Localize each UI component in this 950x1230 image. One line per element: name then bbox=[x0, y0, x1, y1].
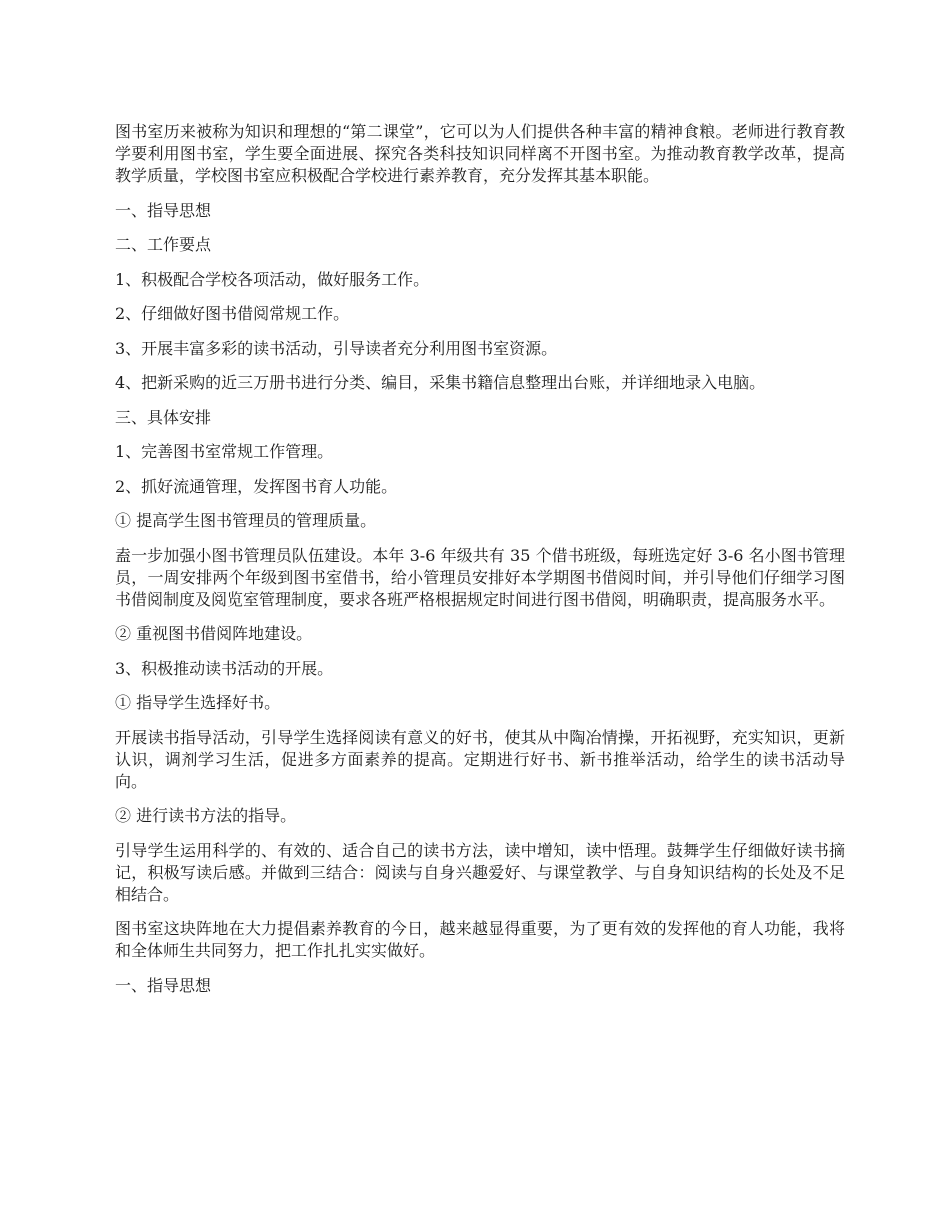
list-item: 3、积极推动读书活动的开展。 bbox=[115, 658, 334, 678]
document-body bbox=[115, 121, 845, 1009]
list-item: 1、积极配合学校各项活动，做好服务工作。 bbox=[115, 269, 430, 289]
list-item: 4、把新采购的近三万册书进行分类、编目，采集书籍信息整理出台账，并详细地录入电脑。 bbox=[115, 373, 766, 392]
list-item: 1、完善图书室常规工作管理。 bbox=[115, 442, 334, 461]
heading-work-points: 二、工作要点 bbox=[115, 235, 212, 254]
heading-guiding-thought: 一、指导思想 bbox=[115, 200, 212, 220]
closing-paragraph: 图书室这块阵地在大力提倡素养教育的今日，越来越显得重要，为了更有效的发挥他的育人功能，我将和全体师生共同努力，把工作扎扎实实做好。 bbox=[115, 919, 845, 960]
list-item: 2、仔细做好图书借阅常规工作。 bbox=[115, 304, 350, 323]
body-paragraph: 盍一步加强小图书管理员队伍建设。本年 3-6 年级共有 35 个借书班级，每班选定好 3-6 名小图书管理员，一周安排两个年级到图书室借书，给小管理员安排好本学期图书借阅时间，并引导他们仔细学习图书借阅制度及阅览室管理制度，要求各班严格根据规定时间进行图书借阅，明确职责，提高服务水平。 bbox=[115, 545, 845, 609]
list-item: 3、开展丰富多彩的读书活动，引导读者充分利用图书室资源。 bbox=[115, 338, 558, 358]
heading-guiding-thought: 一、指导思想 bbox=[115, 975, 212, 995]
body-paragraph: 引导学生运用科学的、有效的、适合自己的读书方法，读中增知，读中悟理。鼓舞学生仔细做好读书摘记，积极写读后感。并做到三结合：阅读与自身兴趣爱好、与课堂教学、与自身知识结构的长处及不足相结合。 bbox=[115, 840, 845, 904]
intro-paragraph: 图书室历来被称为知识和理想的“第二课堂”，它可以为人们提供各种丰富的精神食粮。老师进行教育教学要利用图书室，学生要全面进展、探究各类科技知识同样离不开图书室。为推动教育教学改革，提高教学质量，学校图书室应积极配合学校进行素养教育，充分发挥其基本职能。 bbox=[115, 122, 845, 185]
sub-item: ① 提高学生图书管理员的管理质量。 bbox=[115, 511, 377, 530]
sub-item: ② 进行读书方法的指导。 bbox=[115, 806, 297, 825]
sub-item: ① 指导学生选择好书。 bbox=[115, 693, 281, 712]
heading-specific-arrangements: 三、具体安排 bbox=[115, 407, 212, 427]
body-paragraph: 开展读书指导活动，引导学生选择阅读有意义的好书，使其从中陶冶情操，开拓视野，充实知识，更新认识，调剂学习生活，促进多方面素养的提高。定期进行好书、新书推举活动，给学生的读书活动导向。 bbox=[115, 727, 845, 791]
sub-item: ② 重视图书借阅阵地建设。 bbox=[115, 624, 313, 643]
list-item: 2、抓好流通管理，发挥图书育人功能。 bbox=[115, 476, 398, 496]
